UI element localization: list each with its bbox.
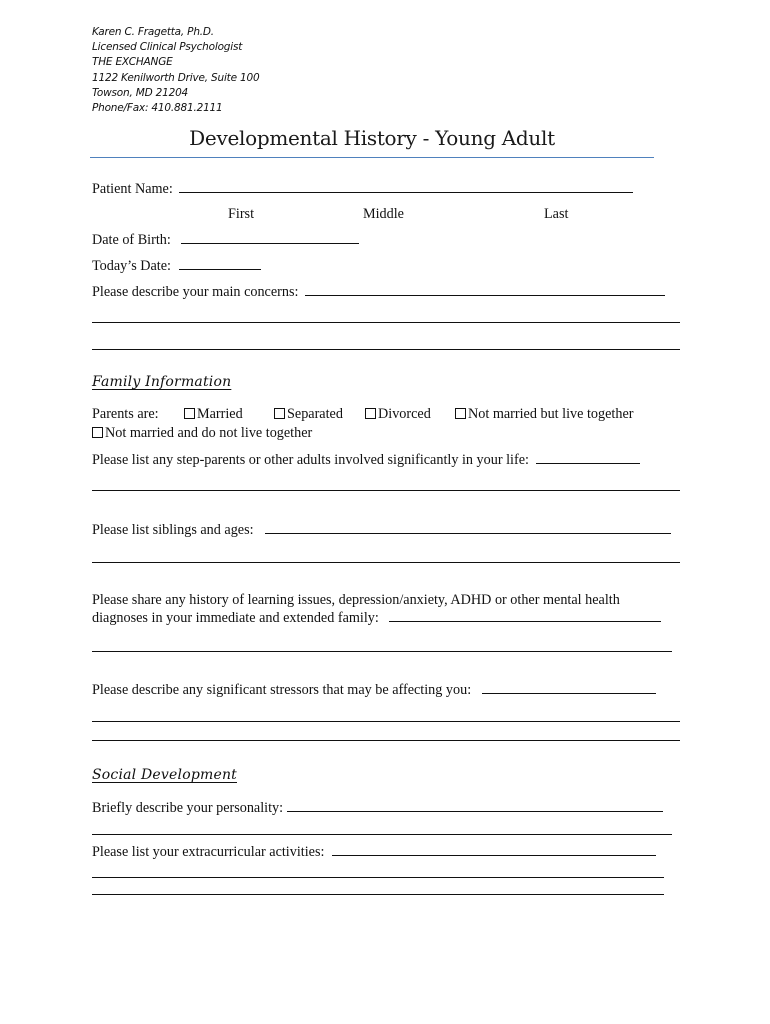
todays-date-row	[92, 257, 261, 275]
option-divorced-label: Divorced	[378, 406, 431, 422]
option-divorced[interactable]	[365, 406, 431, 423]
dob-label: Date of Birth:	[92, 232, 171, 248]
letterhead	[92, 25, 259, 116]
address-line-1: 1122 Kenilworth Drive, Suite 100	[92, 71, 260, 84]
family-history-line-2[interactable]	[92, 651, 672, 652]
siblings-field[interactable]	[265, 521, 671, 534]
credential: Licensed Clinical Psychologist	[92, 41, 243, 54]
social-development-heading: Social Development	[92, 767, 237, 783]
activities-line-2[interactable]	[92, 877, 664, 878]
phone-fax: Phone/Fax: 410.881.2111	[92, 102, 223, 115]
activities-label: Please list your extracurricular activities:	[92, 844, 325, 860]
siblings-line-2[interactable]	[92, 562, 680, 563]
step-parents-field[interactable]	[536, 451, 640, 464]
stressors-field[interactable]	[482, 681, 656, 694]
stressors-line-3[interactable]	[92, 740, 680, 741]
patient-name-field[interactable]	[179, 180, 633, 193]
last-name-caption: Last	[544, 206, 569, 222]
title-divider	[90, 157, 654, 158]
option-not-married-live-together[interactable]	[455, 406, 633, 423]
checkbox-icon[interactable]	[455, 408, 466, 419]
family-information-heading: Family Information	[92, 374, 232, 390]
checkbox-icon[interactable]	[92, 427, 103, 438]
option-separated-label: Separated	[287, 406, 343, 422]
option-not-married-live-together-label: Not married but live together	[468, 406, 634, 422]
activities-field[interactable]	[332, 843, 656, 856]
option-married-label: Married	[197, 406, 243, 422]
first-name-caption: First	[228, 206, 255, 222]
step-parents-line-2[interactable]	[92, 490, 680, 491]
personality-row	[92, 799, 663, 817]
concerns-line-2[interactable]	[92, 322, 680, 323]
option-not-married-not-live-together[interactable]	[92, 425, 312, 442]
activities-line-3[interactable]	[92, 894, 664, 895]
checkbox-icon[interactable]	[184, 408, 195, 419]
stressors-label: Please describe any significant stressors that may be affecting you:	[92, 682, 472, 698]
stressors-line-2[interactable]	[92, 721, 680, 722]
dob-row	[92, 231, 359, 249]
address-line-2: Towson, MD 21204	[92, 86, 189, 99]
step-parents-label: Please list any step-parents or other adults involved significantly in your life:	[92, 452, 529, 468]
checkbox-icon[interactable]	[365, 408, 376, 419]
middle-name-caption: Middle	[363, 206, 404, 222]
concerns-label: Please describe your main concerns:	[92, 284, 299, 300]
option-not-married-not-live-together-label: Not married and do not live together	[105, 425, 313, 441]
stressors-row	[92, 681, 656, 699]
checkbox-icon[interactable]	[274, 408, 285, 419]
activities-row	[92, 843, 656, 861]
practice-name: THE EXCHANGE	[92, 56, 173, 69]
patient-name-label: Patient Name:	[92, 181, 173, 197]
concerns-field[interactable]	[305, 283, 665, 296]
siblings-row	[92, 521, 671, 539]
family-history-row	[92, 609, 661, 627]
patient-name-row	[92, 180, 633, 198]
todays-date-field[interactable]	[179, 257, 261, 270]
option-married[interactable]	[184, 406, 243, 423]
family-history-label: diagnoses in your immediate and extended family:	[92, 610, 379, 626]
family-history-line-1: Please share any history of learning issues, depression/anxiety, ADHD or other mental health	[92, 592, 620, 608]
concerns-line-3[interactable]	[92, 349, 680, 350]
siblings-label: Please list siblings and ages:	[92, 522, 254, 538]
dob-field[interactable]	[181, 231, 359, 244]
personality-field[interactable]	[287, 799, 663, 812]
family-history-field[interactable]	[389, 609, 661, 622]
form-title: Developmental History - Young Adult	[189, 126, 555, 150]
personality-line-2[interactable]	[92, 834, 672, 835]
psychologist-name: Karen C. Fragetta, Ph.D.	[92, 26, 214, 38]
concerns-row	[92, 283, 665, 301]
option-separated[interactable]	[274, 406, 343, 423]
parents-label: Parents are:	[92, 406, 159, 422]
todays-date-label: Today’s Date:	[92, 258, 171, 274]
step-parents-row	[92, 451, 640, 469]
personality-label: Briefly describe your personality:	[92, 800, 284, 816]
